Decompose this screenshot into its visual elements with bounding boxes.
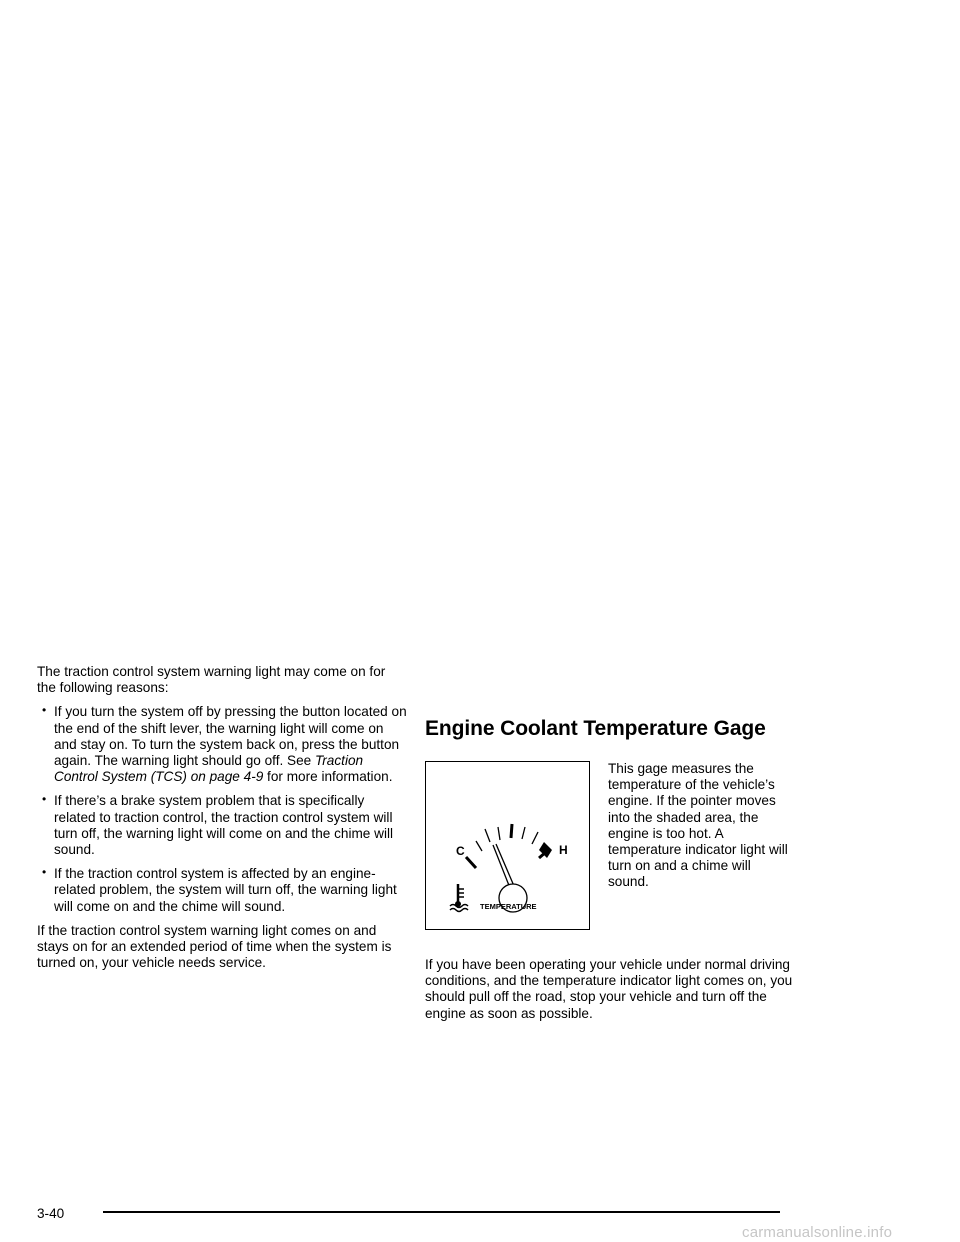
- tick-mark: [485, 829, 490, 842]
- gage-description: This gage measures the temperature of the vehicle’s engine. If the pointer moves into the shaded area, the engine is too hot. A temperature indicator light will turn on and a chime will sound.: [608, 761, 788, 890]
- left-column: [37, 664, 407, 971]
- list-item: [37, 704, 407, 785]
- hot-label: H: [559, 843, 568, 857]
- cold-label: C: [456, 844, 465, 858]
- footer-rule: [103, 1211, 780, 1213]
- watermark: carmanualsonline.info: [742, 1224, 893, 1241]
- tick-mark: [522, 827, 525, 839]
- list-item-text-end: for more information.: [263, 769, 393, 785]
- tick-mark: [498, 827, 500, 840]
- coolant-temperature-icon: [450, 884, 468, 912]
- cross-reference-link[interactable]: Traction Control System (TCS) on page 4-9: [54, 753, 364, 785]
- page-number: 3-40: [37, 1206, 65, 1221]
- tick-mark: [476, 841, 482, 851]
- driving-conditions-paragraph: If you have been operating your vehicle under normal driving conditions, and the temperature indicator light comes on, you should pull off the road, stop your vehicle and turn off the engine as soon as possible.: [425, 957, 793, 1021]
- closing-paragraph: If the traction control system warning light comes on and stays on for an extended period of time when the system is turned on, your vehicle needs service.: [37, 922, 392, 971]
- gage-needle-edge: [496, 844, 514, 886]
- section-heading: Engine Coolant Temperature Gage: [425, 717, 766, 740]
- list-item-text: If you turn the system off by pressing the button located on the end of the shift lever, the warning light will come on and stay on. To turn the system back on, press the button again. The warning light should go off. See: [54, 704, 407, 769]
- gage-caption: TEMPERATURE: [480, 902, 537, 911]
- bullet-icon: •: [42, 865, 47, 880]
- tick-mark: [511, 824, 512, 838]
- temperature-gage-figure: [425, 761, 590, 930]
- gage-needle: [493, 845, 510, 888]
- list-item: [37, 793, 407, 858]
- tick-mark: [466, 857, 476, 868]
- reasons-list: [37, 704, 407, 914]
- list-item: [37, 866, 407, 915]
- list-item-text: If the traction control system is affected by an engine-related problem, the system will turn off, the warning light will come on and the chime will sound.: [54, 866, 397, 914]
- intro-paragraph: The traction control system warning light may come on for the following reasons:: [37, 664, 386, 696]
- tick-mark: [532, 832, 538, 844]
- list-item-text: If there’s a brake system problem that is specifically related to traction control, the traction control system will turn off, the warning light will come on and the chime will sound.: [54, 793, 394, 858]
- bullet-icon: •: [42, 792, 47, 807]
- temperature-gage-illustration: [426, 762, 591, 931]
- bullet-icon: •: [42, 703, 47, 718]
